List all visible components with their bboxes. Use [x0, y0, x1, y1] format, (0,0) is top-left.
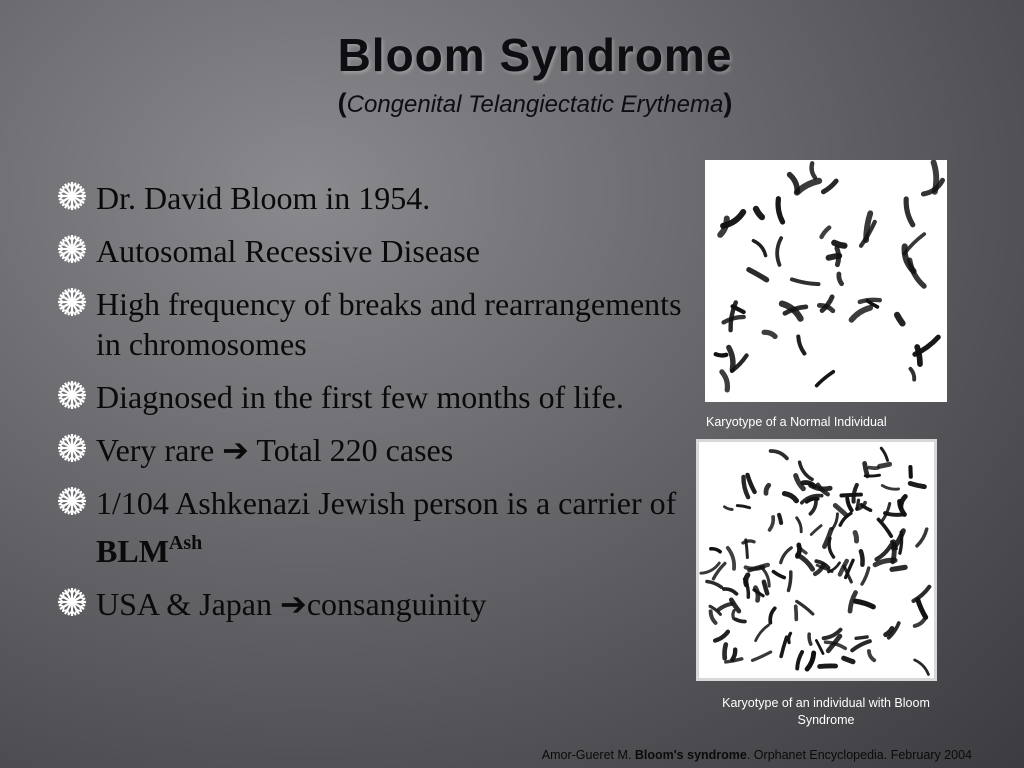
chromosome-shape	[914, 587, 930, 601]
chromosome-shape	[778, 199, 783, 222]
right-arrow-icon: ➔	[280, 586, 307, 622]
bullet-item	[52, 377, 676, 417]
snowflake-bullet-icon	[56, 180, 88, 212]
chromosome-shape	[777, 238, 781, 265]
chromosome-shape	[773, 572, 784, 578]
chromosome-shape	[797, 601, 813, 614]
chromosome-shape	[892, 567, 905, 569]
chromosome-shape	[823, 181, 836, 192]
chromosome-shape	[756, 209, 762, 217]
chromosome-shape	[881, 448, 887, 460]
karyotype-normal-caption: Karyotype of a Normal Individual	[706, 415, 887, 429]
chromosome-spread-bloom	[699, 442, 934, 678]
chromosome-shape	[852, 308, 871, 320]
chromosome-shape	[817, 372, 834, 386]
chromosome-shape	[736, 619, 745, 621]
bullet-text: Diagnosed in the first few months of life.	[96, 379, 624, 415]
chromosome-shape	[800, 462, 813, 479]
chromosome-shape	[732, 650, 735, 660]
chromosome-shape	[809, 634, 811, 644]
chromosome-shape	[839, 274, 842, 284]
chromosome-shape	[756, 625, 769, 641]
snowflake-bullet-icon	[56, 286, 88, 318]
snowflake-bullet-icon	[56, 432, 88, 464]
bullet-item	[52, 231, 692, 271]
chromosome-shape	[869, 651, 874, 660]
right-arrow-icon: ➔	[222, 432, 249, 468]
chromosome-shape	[915, 617, 926, 626]
chromosome-shape	[812, 163, 815, 177]
bullet-item	[52, 584, 692, 624]
chromosome-shape	[722, 372, 728, 390]
bullet-item	[52, 284, 692, 364]
chromosome-shape	[810, 500, 816, 514]
chromosome-shape	[844, 658, 853, 662]
bullet-text-after: consanguinity	[306, 586, 487, 622]
chromosome-shape	[713, 563, 725, 578]
chromosome-shape	[724, 317, 744, 323]
chromosome-shape	[882, 504, 890, 522]
subtitle-open-paren: (	[337, 88, 347, 118]
chromosome-shape	[770, 517, 774, 530]
chromosome-spread-normal	[705, 160, 947, 402]
karyotype-bloom-caption: Karyotype of an individual with Bloom Syndrome	[722, 696, 930, 727]
chromosome-shape	[847, 499, 851, 511]
snowflake-bullet-icon	[56, 485, 88, 517]
chromosome-shape	[822, 228, 830, 237]
chromosome-shape	[860, 300, 880, 302]
chromosome-shape	[855, 533, 856, 541]
chromosome-shape	[792, 279, 819, 284]
chromosome-shape	[789, 572, 791, 590]
chromosome-shape	[785, 494, 797, 501]
chromosome-shape	[837, 248, 839, 265]
chromosome-shape	[807, 653, 814, 669]
citation-author: Amor-Gueret M.	[541, 748, 635, 762]
chromosome-shape	[856, 637, 867, 638]
slide-subtitle	[250, 88, 820, 119]
bullet-item	[52, 483, 692, 571]
chromosome-shape	[832, 514, 837, 529]
chromosome-shape	[797, 545, 799, 557]
chromosome-shape	[861, 505, 870, 511]
chromosome-shape	[748, 475, 755, 492]
bullet-item	[52, 430, 692, 470]
bullet-text: High frequency of breaks and rearrangements in chromosomes	[96, 286, 682, 362]
chromosome-shape	[725, 645, 726, 659]
chromosome-shape	[816, 641, 823, 654]
chromosome-shape	[753, 241, 765, 256]
chromosome-shape	[796, 606, 797, 619]
chromosome-shape	[879, 520, 892, 537]
chromosome-shape	[880, 464, 890, 466]
gene-superscript: Ash	[168, 532, 203, 554]
snowflake-bullet-icon	[56, 586, 88, 618]
chromosome-shape	[724, 589, 737, 594]
chromosome-shape	[779, 515, 781, 523]
subtitle-text: Congenital Telangiectatic Erythema	[346, 91, 724, 118]
chromosome-shape	[918, 600, 926, 618]
karyotype-normal-image	[705, 160, 947, 402]
chromosome-shape	[882, 486, 898, 490]
chromosome-shape	[829, 538, 833, 557]
chromosome-shape	[719, 604, 732, 610]
chromosome-shape	[711, 611, 716, 623]
chromosome-shape	[753, 652, 771, 660]
chromosome-shape	[869, 468, 878, 469]
chromosome-shape	[716, 354, 727, 355]
citation-title: Bloom's syndrome	[634, 748, 747, 762]
chromosome-shape	[729, 348, 733, 370]
chromosome-shape	[756, 588, 759, 601]
citation	[542, 748, 972, 762]
chromosome-shape	[797, 181, 819, 193]
chromosome-shape	[707, 582, 721, 588]
chromosome-shape	[811, 526, 821, 535]
chromosome-shape	[746, 540, 748, 558]
bullet-text-before: 1/104 Ashkenazi Jewish person is a carrier of	[96, 485, 677, 521]
bullet-list	[52, 178, 692, 637]
chromosome-shape	[917, 529, 927, 546]
bullet-text-before: Very rare	[96, 432, 223, 468]
bullet-text: Dr. David Bloom in 1954.	[96, 180, 431, 216]
chromosome-shape	[877, 545, 892, 559]
chromosome-shape	[798, 337, 804, 354]
slide-title: Bloom Syndrome	[337, 29, 733, 81]
bullet-text-before: USA & Japan	[96, 586, 280, 622]
chromosome-shape	[897, 315, 902, 324]
chromosome-shape	[766, 485, 769, 493]
bullet-text: Autosomal Recessive Disease	[96, 233, 480, 269]
chromosome-shape	[915, 660, 929, 674]
bullet-item	[52, 178, 692, 218]
chromosome-shape	[771, 451, 787, 458]
chromosome-shape	[865, 475, 879, 476]
chromosome-shape	[798, 555, 813, 569]
citation-rest: . Orphanet Encyclopedia. February 2004	[746, 748, 972, 762]
chromosome-shape	[834, 243, 844, 246]
chromosome-shape	[733, 611, 734, 619]
snowflake-bullet-icon	[56, 233, 88, 265]
chromosome-shape	[728, 548, 734, 569]
chromosome-shape	[781, 637, 787, 656]
chromosome-shape	[856, 601, 874, 607]
chromosome-shape	[841, 495, 861, 496]
chromosome-shape	[749, 270, 767, 280]
chromosome-shape	[797, 652, 802, 669]
chromosome-shape	[901, 497, 906, 507]
chromosome-shape	[770, 608, 775, 623]
karyotype-bloom-image	[696, 439, 937, 681]
chromosome-shape	[852, 641, 870, 650]
bullet-text-after: Total 220 cases	[248, 432, 454, 468]
chromosome-shape	[789, 633, 791, 642]
chromosome-shape	[711, 549, 720, 552]
chromosome-shape	[820, 666, 836, 667]
chromosome-shape	[790, 175, 798, 192]
chromosome-shape	[797, 518, 802, 532]
chromosome-shape	[861, 551, 863, 564]
subtitle-close-paren: )	[723, 88, 733, 118]
chromosome-shape	[911, 369, 915, 380]
chromosome-shape	[910, 483, 924, 486]
chromosome-shape	[862, 568, 869, 584]
snowflake-bullet-icon	[56, 379, 88, 411]
chromosome-shape	[764, 332, 775, 336]
chromosome-shape	[906, 199, 913, 225]
chromosome-shape	[764, 582, 767, 594]
chromosome-shape	[725, 507, 733, 510]
chromosome-shape	[737, 506, 749, 508]
gene-name: BLM	[96, 533, 169, 569]
chromosome-shape	[715, 632, 728, 641]
chromosome-shape	[865, 463, 868, 476]
chromosome-shape	[781, 548, 792, 563]
